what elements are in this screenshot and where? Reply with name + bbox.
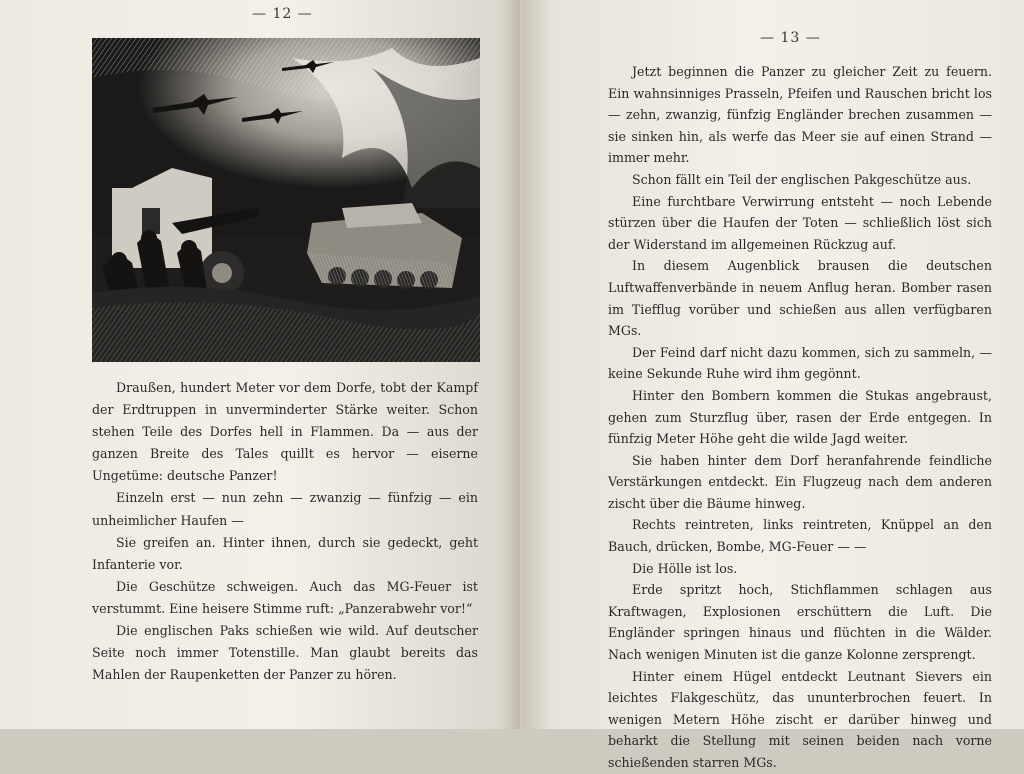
paragraph: Der Feind darf nicht dazu kommen, sich zu sammeln, — keine Sekunde Ruhe wird ihm gegönnt. — [608, 344, 992, 382]
paragraph: Draußen, hundert Meter vor dem Dorfe, tobt der Kampf der Erdtruppen in unverminderter Stärke weiter. Schon stehen Teile des Dorfes hell in Flammen. Da — aus der ganzen Breite des Tales quillt es hervor — eiserne Ungetüme: deutsche Panzer! — [92, 380, 478, 484]
book-gutter — [516, 0, 526, 729]
right-page-number: — 13 — — [760, 30, 821, 46]
paragraph: Rechts reintreten, links reintreten, Knüppel an den Bauch, drücken, Bombe, MG-Feuer — — — [608, 517, 992, 555]
paragraph: Jetzt beginnen die Panzer zu gleicher Zeit zu feuern. Ein wahnsinniges Prasseln, Pfeifen und Rauschen bricht los — zehn, zwanzig, fünfzig Engländer brechen zusammen — sie sinken hin, als werfe das Meer sie auf einen Strand — immer mehr. — [608, 64, 992, 166]
paragraph: Eine furchtbare Verwirrung entsteht — noch Lebende stürzen über die Haufen der Toten — schließlich löst sich der Widerstand im allgemeinen Rückzug auf. — [608, 193, 992, 252]
left-page-text — [92, 377, 478, 686]
right-page-text — [608, 61, 992, 774]
paragraph: Sie greifen an. Hinter ihnen, durch sie gedeckt, geht Infanterie vor. — [92, 534, 478, 572]
paragraph: Sie haben hinter dem Dorf heranfahrende feindliche Verstärkungen entdeckt. Ein Flugzeug nach dem anderen zischt über die Bäume hinweg. — [608, 452, 992, 511]
left-page-number: — 12 — — [252, 6, 313, 22]
paragraph: Einzeln erst — nun zehn — zwanzig — fünfzig — ein unheimlicher Haufen — — [92, 490, 478, 528]
paragraph: Hinter den Bombern kommen die Stukas angebraust, gehen zum Sturzflug über, rasen der Erde entgegen. In fünfzig Meter Höhe geht die wilde Jagd weiter. — [608, 387, 992, 447]
battle-illustration — [92, 38, 480, 362]
paragraph: Die Geschütze schweigen. Auch das MG-Feuer ist verstummt. Eine heisere Stimme ruft: „Panzerabwehr vor!“ — [92, 578, 478, 616]
paragraph: Hinter einem Hügel entdeckt Leutnant Sievers ein leichtes Flakgeschütz, das ununterbrochen feuert. In wenigen Metern Höhe zischt er darüber hinweg und beharkt die Stellung mit seinen beiden nach vorne schießenden starren MGs. — [608, 668, 992, 770]
paragraph: Die Hölle ist los. — [632, 560, 738, 576]
paragraph: Erde spritzt hoch, Stichflammen schlagen aus Kraftwagen, Explosionen erschüttern die Luft. Die Engländer springen hinaus und flüchten in die Wälder. Nach wenigen Minuten ist die ganze Kolonne zersprengt. — [608, 582, 992, 663]
paragraph: In diesem Augenblick brausen die deutschen Luftwaffenverbände in neuem Anflug heran. Bomber rasen im Tiefflug vorüber und schießen aus allen verfügbaren MGs. — [608, 258, 992, 339]
paragraph: Die englischen Paks schießen wie wild. Auf deutscher Seite noch immer Totenstille. Man glaubt bereits das Mahlen der Raupenketten der Panzer zu hören. — [92, 623, 478, 683]
battle-illustration-drawing — [92, 38, 480, 362]
paragraph: Schon fällt ein Teil der englischen Pakgeschütze aus. — [632, 171, 972, 187]
